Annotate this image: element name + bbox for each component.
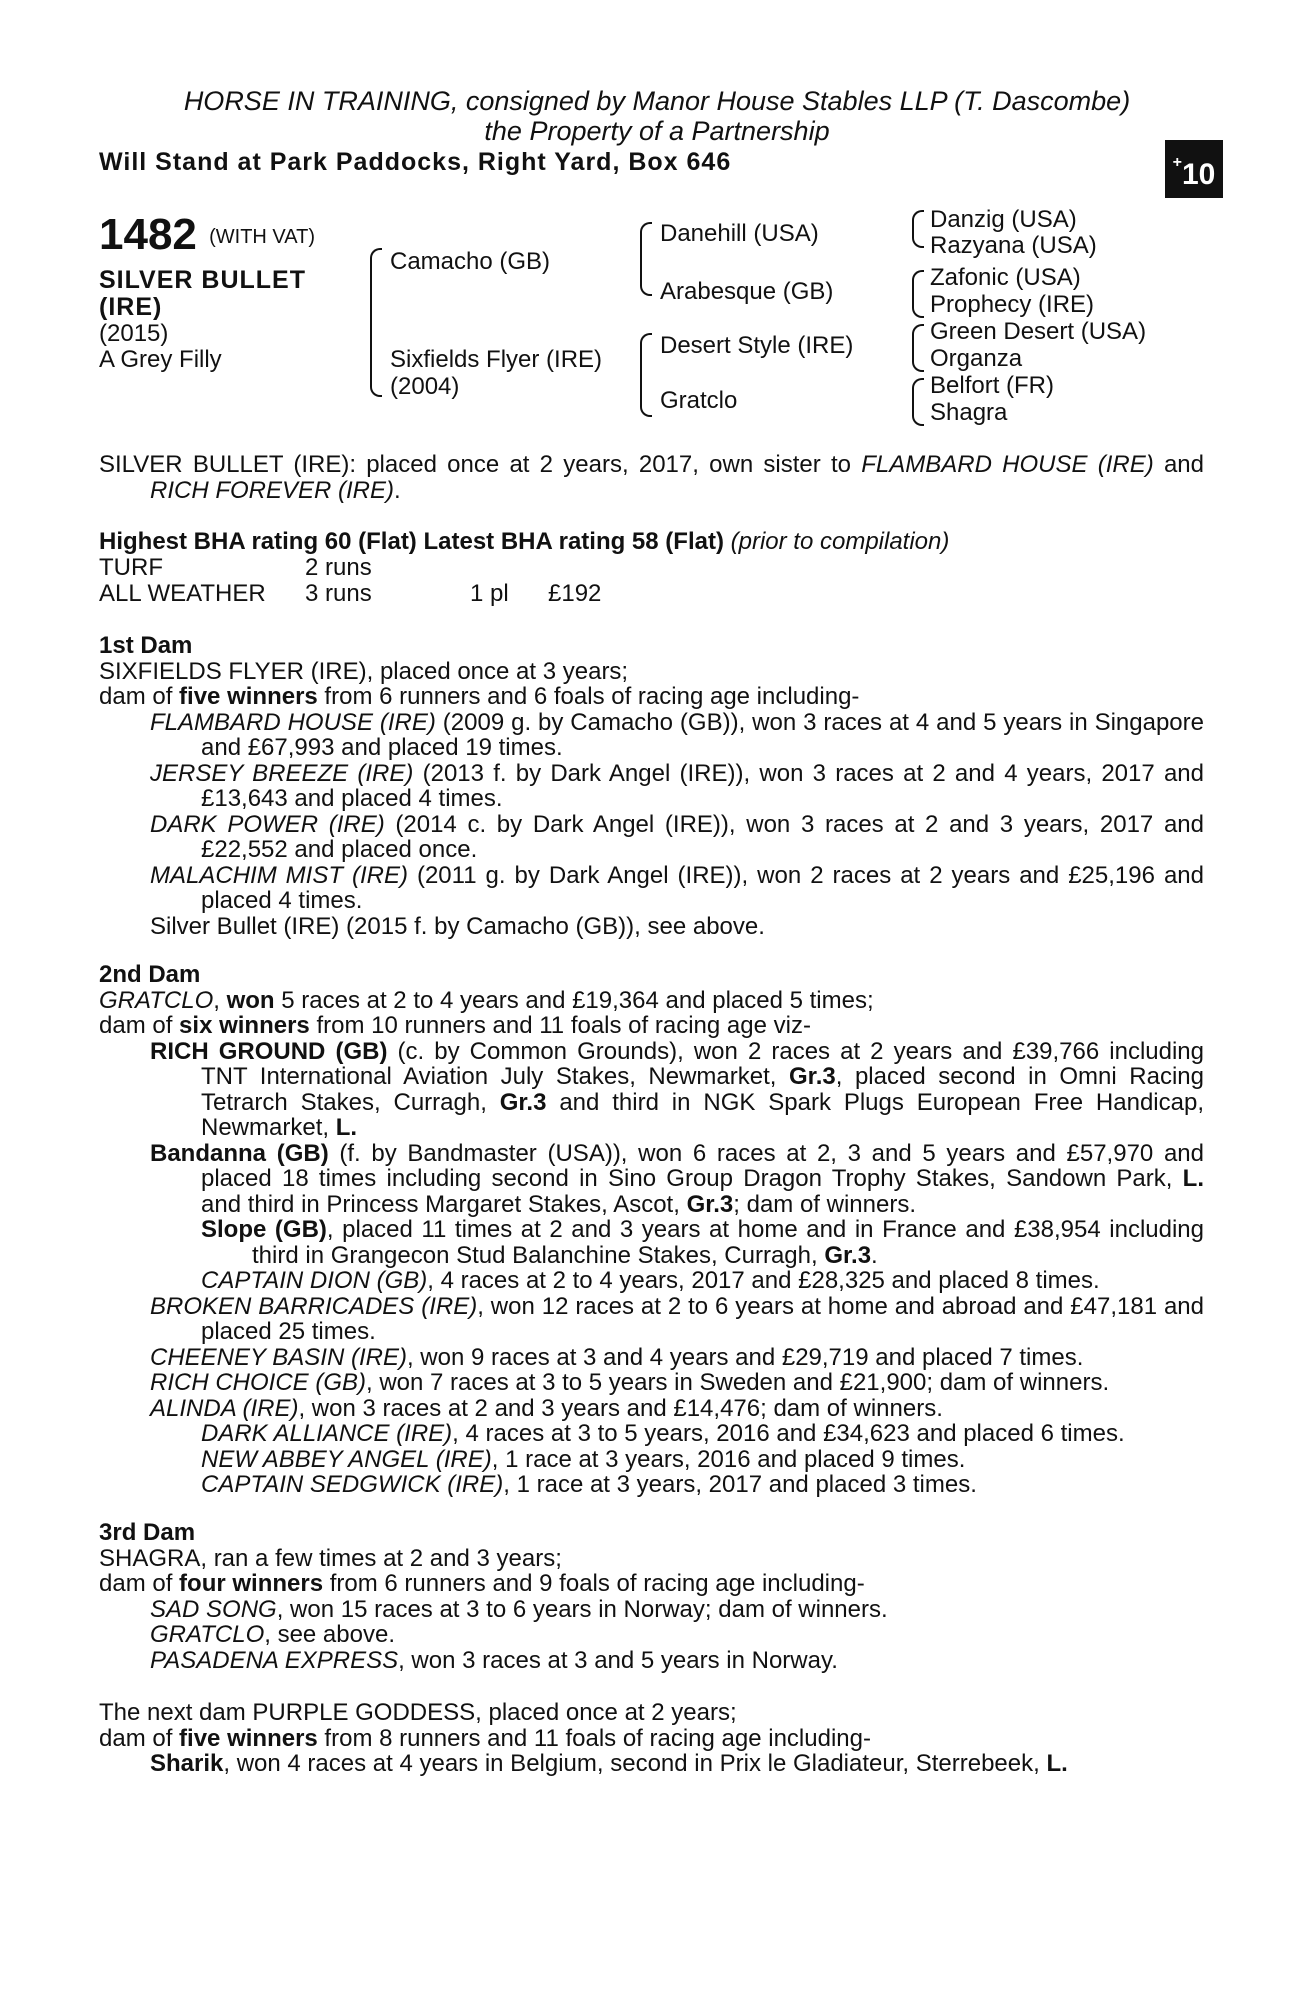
intro-sibling-2: RICH FOREVER (IRE) xyxy=(150,476,395,504)
foal-new-abbey-angel: NEW ABBEY ANGEL (IRE), 1 race at 3 years, 2016 and placed 9 times. xyxy=(201,1445,966,1473)
brace-sd xyxy=(912,270,924,318)
lot-number xyxy=(99,210,315,260)
dam-dam: Gratclo xyxy=(660,387,738,414)
turf-runs: 2 runs xyxy=(305,554,372,581)
intro-sibling-1: FLAMBARD HOUSE (IRE) xyxy=(861,451,1154,478)
ds-sire: Green Desert (USA) xyxy=(930,318,1147,345)
badge-number: 10 xyxy=(1181,158,1216,191)
foal-sharik: Sharik, won 4 races at 4 years in Belgium, second in Prix le Gladiateur, Sterrebeek, L. xyxy=(150,1750,1068,1777)
foal-cheeney-basin: CHEENEY BASIN (IRE), won 9 races at 3 and 4 years and £29,719 and placed 7 times. xyxy=(150,1343,1084,1371)
foal-rich-ground: RICH GROUND (GB) (c. by Common Grounds), won 2 races at 2 years and £39,766 including TNT International Aviation July Stakes, Newmarket, Gr.3, placed second in Omni Racing Tetrarch Stakes, Curragh, Gr.3 and third in NGK Spark Plugs European Free Handicap, Newmarket, L. xyxy=(150,1037,1205,1141)
brace-sire xyxy=(640,222,652,296)
foal-captain-dion: CAPTAIN DION (GB), 4 races at 2 to 4 years, 2017 and £28,325 and placed 8 times. xyxy=(201,1267,1100,1294)
sire-sire: Danehill (USA) xyxy=(660,220,819,247)
rating-bold: Highest BHA rating 60 (Flat) Latest BHA rating 58 (Flat) xyxy=(99,528,724,555)
dam-sire: Desert Style (IRE) xyxy=(660,332,854,359)
brace-dam xyxy=(640,333,652,417)
badge-plus: + xyxy=(1172,154,1182,171)
header-consignor: HORSE IN TRAINING, consigned by Manor House Stables LLP (T. Dascombe) xyxy=(183,86,1131,116)
horse-origin: (IRE) xyxy=(99,293,163,321)
sire: Camacho (GB) xyxy=(390,248,551,275)
next-dam-line1: The next dam PURPLE GODDESS, placed once at 2 years; xyxy=(99,1699,737,1726)
aw-placed: 1 pl xyxy=(470,580,509,607)
horse-description: A Grey Filly xyxy=(99,346,222,373)
ss-sire: Danzig (USA) xyxy=(930,206,1077,233)
dd-sire: Belfort (FR) xyxy=(930,372,1055,399)
first-dam-heading: 1st Dam xyxy=(99,632,193,659)
brace-main xyxy=(370,248,382,397)
brace-dd xyxy=(912,378,924,426)
rating-note: (prior to compilation) xyxy=(730,528,950,555)
brace-ds xyxy=(912,324,924,372)
next-dam-line2: dam of five winners from 8 runners and 11 foals of racing age including- xyxy=(99,1724,871,1752)
first-dam-section xyxy=(99,633,1204,939)
foal-malachim-mist: MALACHIM MIST (IRE) (2011 g. by Dark Angel (IRE)), won 2 races at 2 years and £25,196 and placed 4 times. xyxy=(150,861,1204,914)
foal-pasadena-express: PASADENA EXPRESS, won 3 races at 3 and 5 years in Norway. xyxy=(150,1646,838,1674)
sd-sire: Zafonic (USA) xyxy=(930,264,1081,291)
foal-jersey-breeze: JERSEY BREEZE (IRE) (2013 f. by Dark Angel (IRE)), won 3 races at 2 and 4 years, 2017 and £13,643 and placed 4 times. xyxy=(150,759,1204,812)
foal-sad-song: SAD SONG, won 15 races at 3 to 6 years in Norway; dam of winners. xyxy=(150,1595,888,1623)
second-dam-heading: 2nd Dam xyxy=(99,961,201,988)
lot-vat: (WITH VAT) xyxy=(209,225,316,248)
foal-silver-bullet: Silver Bullet (IRE) (2015 f. by Camacho (GB)), see above. xyxy=(150,912,765,940)
sire-dam: Arabesque (GB) xyxy=(660,278,834,305)
horse-year: (2015) xyxy=(99,320,169,347)
dd-dam: Shagra xyxy=(930,399,1008,426)
second-dam-line1: GRATCLO, won 5 races at 2 to 4 years and £19,364 and placed 5 times; xyxy=(99,986,874,1014)
second-dam-line2: dam of six winners from 10 runners and 11 foals of racing age viz- xyxy=(99,1012,811,1039)
third-dam-line2: dam of four winners from 6 runners and 9 foals of racing age including- xyxy=(99,1570,865,1597)
third-dam-line1: SHAGRA, ran a few times at 2 and 3 years; xyxy=(99,1544,562,1572)
foal-alinda: ALINDA (IRE), won 3 races at 2 and 3 years and £14,476; dam of winners. xyxy=(150,1394,943,1422)
header-stand: Will Stand at Park Paddocks, Right Yard, Box 646 xyxy=(99,148,732,176)
horse-name: SILVER BULLET xyxy=(99,266,306,294)
foal-captain-sedgwick: CAPTAIN SEDGWICK (IRE), 1 race at 3 years, 2017 and placed 3 times. xyxy=(201,1471,977,1498)
sd-dam: Prophecy (IRE) xyxy=(930,291,1095,318)
rating-line xyxy=(99,528,949,556)
dam-year: (2004) xyxy=(390,373,460,400)
foal-gratclo: GRATCLO, see above. xyxy=(150,1621,395,1648)
foal-broken-barricades: BROKEN BARRICADES (IRE), won 12 races at 2 to 6 years at home and abroad and £47,181 and placed 25 times. xyxy=(150,1292,1204,1345)
next-dam-section xyxy=(99,1700,1204,1777)
brace-ss xyxy=(912,210,924,248)
third-dam-section xyxy=(99,1520,1204,1673)
foal-rich-choice: RICH CHOICE (GB), won 7 races at 3 to 5 years in Sweden and £21,900; dam of winners. xyxy=(150,1369,1110,1396)
first-dam-line2: dam of five winners from 6 runners and 6 foals of racing age including- xyxy=(99,683,860,710)
foal-bandanna: Bandanna (GB) (f. by Bandmaster (USA)), won 6 races at 2, 3 and 5 years and £57,970 and placed 18 times including second in Sino Group Dragon Trophy Stakes, Sandown Park, L. and third in Princess Margaret Stakes, Ascot, Gr.3; dam of winners. xyxy=(150,1139,1204,1218)
intro-text: SILVER BULLET (IRE): placed once at 2 years, 2017, own sister to xyxy=(99,451,862,478)
lot-badge xyxy=(1165,140,1223,198)
header-property: the Property of a Partnership xyxy=(484,116,830,146)
third-dam-heading: 3rd Dam xyxy=(99,1519,196,1546)
aw-prize: £192 xyxy=(548,580,602,607)
foal-flambard-house: FLAMBARD HOUSE (IRE) (2009 g. by Camacho (GB)), won 3 races at 4 and 5 years in Singapore and £67,993 and placed 19 times. xyxy=(150,708,1204,761)
intro-end: . xyxy=(394,476,401,504)
second-dam-section xyxy=(99,962,1204,1498)
ss-dam: Razyana (USA) xyxy=(930,232,1097,259)
dam: Sixfields Flyer (IRE) xyxy=(390,346,603,373)
foal-dark-power: DARK POWER (IRE) (2014 c. by Dark Angel (IRE)), won 3 races at 2 and 3 years, 2017 and £22,552 and placed once. xyxy=(150,810,1204,863)
turf-label: TURF xyxy=(99,554,163,581)
foal-slope: Slope (GB), placed 11 times at 2 and 3 years at home and in France and £38,954 including third in Grangecon Stud Balanchine Stakes, Curragh, Gr.3. xyxy=(201,1216,1205,1269)
lot-number-text: 1482 xyxy=(99,210,197,259)
aw-runs: 3 runs xyxy=(305,580,372,607)
ds-dam: Organza xyxy=(930,345,1023,372)
intro-and: and xyxy=(1153,451,1204,478)
intro-paragraph xyxy=(99,452,1204,503)
first-dam-line1: SIXFIELDS FLYER (IRE), placed once at 3 years; xyxy=(99,657,629,685)
aw-label: ALL WEATHER xyxy=(99,580,266,607)
foal-dark-alliance: DARK ALLIANCE (IRE), 4 races at 3 to 5 years, 2016 and £34,623 and placed 6 times. xyxy=(201,1420,1125,1447)
